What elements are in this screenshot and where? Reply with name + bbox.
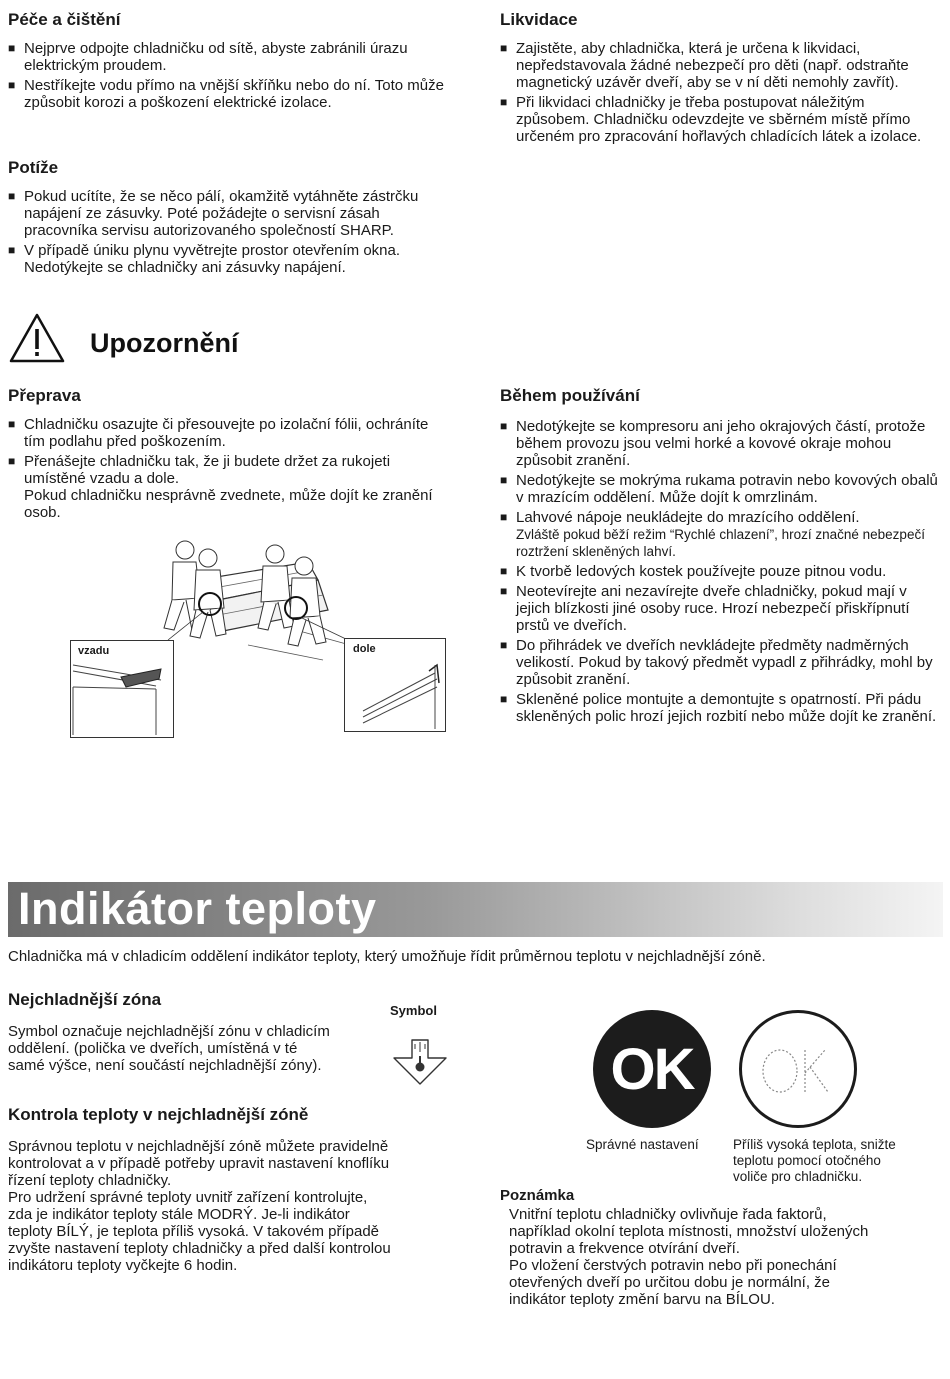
transport-title: Přeprava [8,386,81,405]
usage-list [500,418,942,725]
usage-item-text: Nedotýkejte se mokrýma rukama potravin nebo kovových obalů v mrazícím oddělení. Může dojít k omrzlinám. [516,472,938,506]
usage-item-text: Do přihrádek ve dveřích nevkládejte předměty nadměrných velikostí. Pokud by takový předmět vypadl z přihrádky, mohl by způsobit zranění. [516,637,933,688]
list-item: ■ Nejprve odpojte chladničku od sítě, abyste zabránili úrazu elektrickým proudem. [8,40,448,74]
ok-correct-caption: Správné nastavení [586,1137,699,1152]
usage-item-text: Lahvové nápoje neukládejte do mrazícího oddělení. [516,509,860,526]
disposal-section [500,10,930,148]
note-title: Poznámka [500,1187,575,1204]
disposal-list [500,40,930,145]
list-item: ■ Chladničku osazujte či přesouvejte po izolační fólii, ochráníte tím podlahu před poškozením. [8,416,453,450]
indicator-banner [8,882,943,937]
transport-section [8,386,453,524]
ok-too-warm-caption: Příliš vysoká teplota, snižte teplotu pomocí otočného voliče pro chladničku. [733,1137,896,1184]
indicator-intro: Chladnička má v chladicím oddělení indikátor teploty, který umožňuje řídit průměrnou teplotu v nejchladnější zóně. [8,948,766,965]
check-temperature-title: Kontrola teploty v nejchladnější zóně [8,1105,309,1124]
symbol-label: Symbol [390,1003,437,1018]
usage-title: Během používání [500,386,640,405]
note-text: Vnitřní teplotu chladničky ovlivňuje řada faktorů, například okolní teplota místnosti, množství uložených potravin a frekvence otvírání dveří. Po vložení čerstvých potravin nebo při ponechání otevřených dveří po určitou dobu je normální, že indikátor teploty změní barvu na BÍLOU. [509,1206,869,1308]
ok-indicator-correct-icon [593,1010,711,1128]
list-item [500,418,942,469]
indicator-title: Indikátor teploty [18,883,377,934]
ok-indicator-too-warm-icon [739,1010,857,1128]
list-item [500,637,942,688]
inset-bottom-label: dole [353,643,376,655]
list-item: ■ V případě úniku plynu vyvětrejte prostor otevřením okna. Nedotýkejte se chladničky ani zásuvky napájení. [8,242,448,276]
trouble-section [8,158,448,279]
list-item: ■ Zajistěte, aby chladnička, která je určena k likvidaci, nepředstavovala žádné nebezpečí pro děti (např. odstraňte magnetický uzávěr dveří, aby se v ní děti nemohly zavřít). [500,40,930,91]
transport-list [8,416,453,521]
list-item: ■ Nestříkejte vodu přímo na vnější skříňku nebo do ní. Toto může způsobit korozi a poškození elektrické izolace. [8,77,448,111]
list-item [500,583,942,634]
usage-section [500,386,942,728]
inset-back-label: vzadu [78,645,110,657]
fridge-bottom-handle-icon [345,653,445,729]
ok-text: OK [610,1036,694,1102]
trouble-title: Potíže [8,158,59,177]
trouble-list [8,188,448,276]
inset-bottom [344,638,446,732]
disposal-title: Likvidace [500,10,578,29]
list-item [500,691,942,725]
care-section [8,10,448,114]
fridge-back-handle-icon [71,655,173,735]
care-title: Péče a čištění [8,10,121,29]
check-temperature-text: Správnou teplotu v nejchladnější zóně můžete pravidelně kontrolovat a v případě potřeby upravit nastavení knoflíku řízení teploty chladničky. Pro udržení správné teploty uvnitř zařízení kontrolujte, zda je indikátor teploty stále MODRÝ. Je-li indikátor teploty BÍLÝ, je teplota příliš vysoká. V takovém případě zvyšte nastavení teploty chladničky a před další kontrolou indikátoru teploty vyčkejte 6 hodin. [8,1138,391,1274]
warning-title: Upozornění [90,328,239,358]
usage-item-text: K tvorbě ledových kostek používejte pouze pitnou vodu. [516,563,887,580]
coldest-zone-text: Symbol označuje nejchladnější zónu v chladicím oddělení. (polička ve dveřích, umístěná v té samé výšce, není součástí nejchladnější zóny). [8,1023,330,1074]
list-item: ■ Pokud ucítíte, že se něco pálí, okamžitě vytáhněte zástrčku napájení ze zásuvky. Poté požádejte o servisní zásah pracovníka servisu autorizovaného společností SHARP. [8,188,448,239]
usage-item-text: Nedotýkejte se kompresoru ani jeho okrajových částí, protože během provozu jsou velmi horké a kovové okraje mohou způsobit zranění. [516,418,926,469]
list-item [500,472,942,506]
coldest-zone-symbol-icon [390,1026,450,1093]
list-item: ■ Přenášejte chladničku tak, že ji budete držet za rukojeti umístěné vzadu a dole. Pokud chladničku nesprávně zvednete, může dojít ke zranění osob. [8,453,453,521]
coldest-zone-title: Nejchladnější zóna [8,990,162,1009]
warning-icon [8,312,66,369]
list-item [500,563,942,580]
inset-back [70,640,174,738]
list-item: ■ Při likvidaci chladničky je třeba postupovat náležitým způsobem. Chladničku odevzdejte ve sběrném místě přímo určeném pro zpracování hořlavých chladících látek a izolace. [500,94,930,145]
list-item [500,509,942,560]
care-list [8,40,448,111]
usage-item-text: Skleněné police montujte a demontujte s opatrností. Při pádu skleněných polic hrozí jejich rozbití nebo může dojít ke zranění. [516,691,937,725]
usage-item-text: Neotevírejte ani nezavírejte dveře chladničky, pokud mají v jejich blízkosti jiné osoby ruce. Hrozí nebezpečí přiskřípnutí prstů ve dveřích. [516,583,910,634]
usage-item-note: Zvláště pokud běží režim “Rychlé chlazení”, hrozí značné nebezpečí roztržení skleněných lahví. [516,527,925,559]
